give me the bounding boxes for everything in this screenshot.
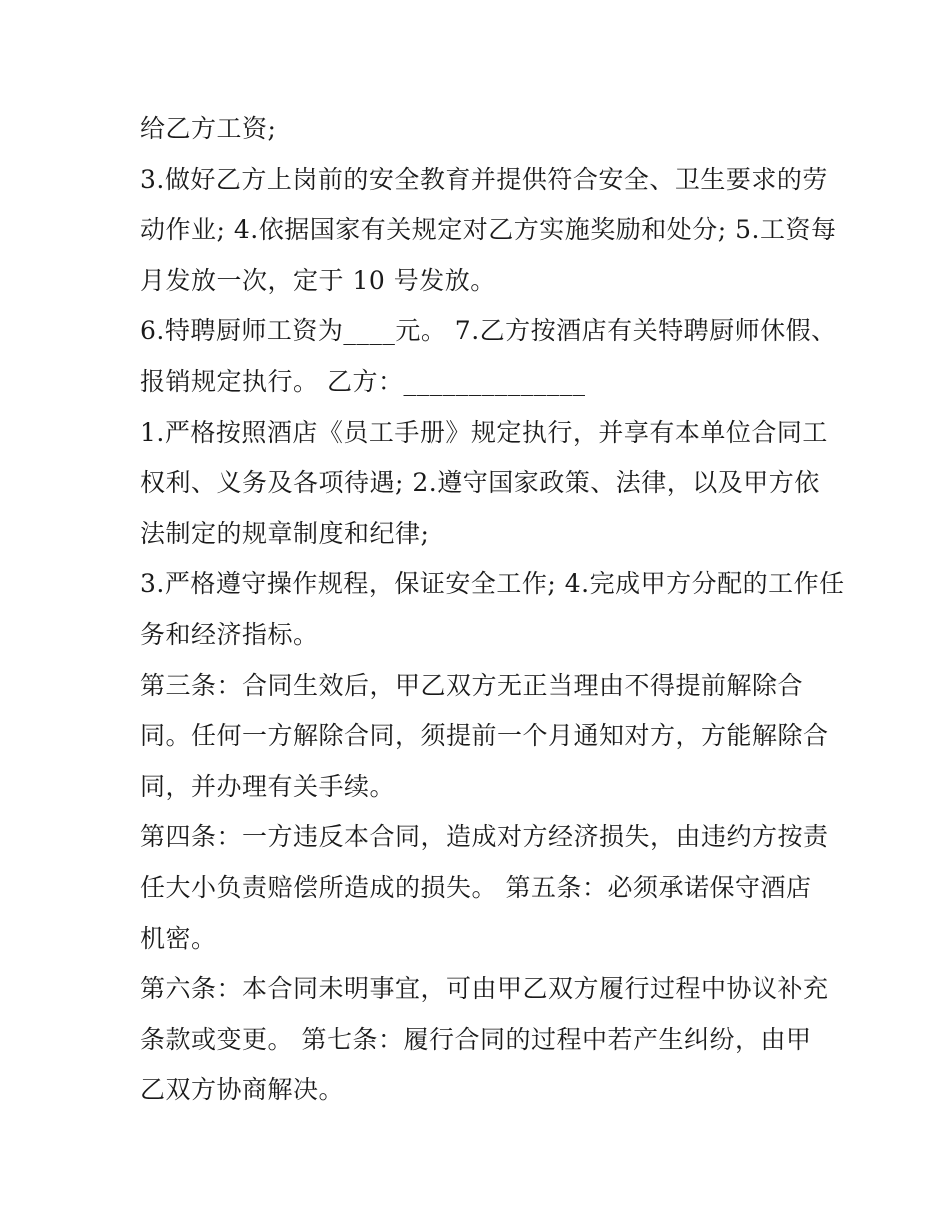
text-line: 务和经济指标。 <box>140 619 319 649</box>
text-line: 同，并办理有关手续。 <box>140 771 396 801</box>
text-line: 条款或变更。 第七条：履行合同的过程中若产生纠纷，由甲 <box>140 1024 812 1054</box>
text-line: 第四条：一方违反本合同，造成对方经济损失，由违约方按责 <box>140 822 829 852</box>
text-line: 法制定的规章制度和纪律; <box>140 518 430 548</box>
text-line: 3.做好乙方上岗前的安全教育并提供符合安全、卫生要求的劳 <box>140 164 828 194</box>
text-line: 报销规定执行。 乙方：______________ <box>140 366 586 396</box>
text-line: 权利、义务及各项待遇; 2.遵守国家政策、法律，以及甲方依 <box>140 468 820 498</box>
text-line: 3.严格遵守操作规程，保证安全工作; 4.完成甲方分配的工作任 <box>140 569 845 599</box>
text-line: 机密。 <box>140 923 217 953</box>
text-line: 乙双方协商解决。 <box>140 1075 345 1105</box>
text-line: 给乙方工资; <box>140 114 277 143</box>
text-line: 任大小负责赔偿所造成的损失。 第五条：必须承诺保守酒店 <box>140 872 812 902</box>
text-line: 动作业; 4.依据国家有关规定对乙方实施奖励和处分; 5.工资每 <box>140 215 837 245</box>
text-line: 1.严格按照酒店《员工手册》规定执行，并享有本单位合同工 <box>140 417 828 447</box>
text-line: 第六条：本合同未明事宜，可由甲乙双方履行过程中协议补充 <box>140 974 829 1004</box>
text-line: 月发放一次，定于 10 号发放。 <box>140 265 496 295</box>
text-line: 同。任何一方解除合同，须提前一个月通知对方，方能解除合 <box>140 721 829 751</box>
text-line: 第三条：合同生效后，甲乙双方无正当理由不得提前解除合 <box>140 670 804 700</box>
text-line: 6.特聘厨师工资为____元。 7.乙方按酒店有关特聘厨师休假、 <box>140 316 837 346</box>
document-page <box>140 104 845 1116</box>
